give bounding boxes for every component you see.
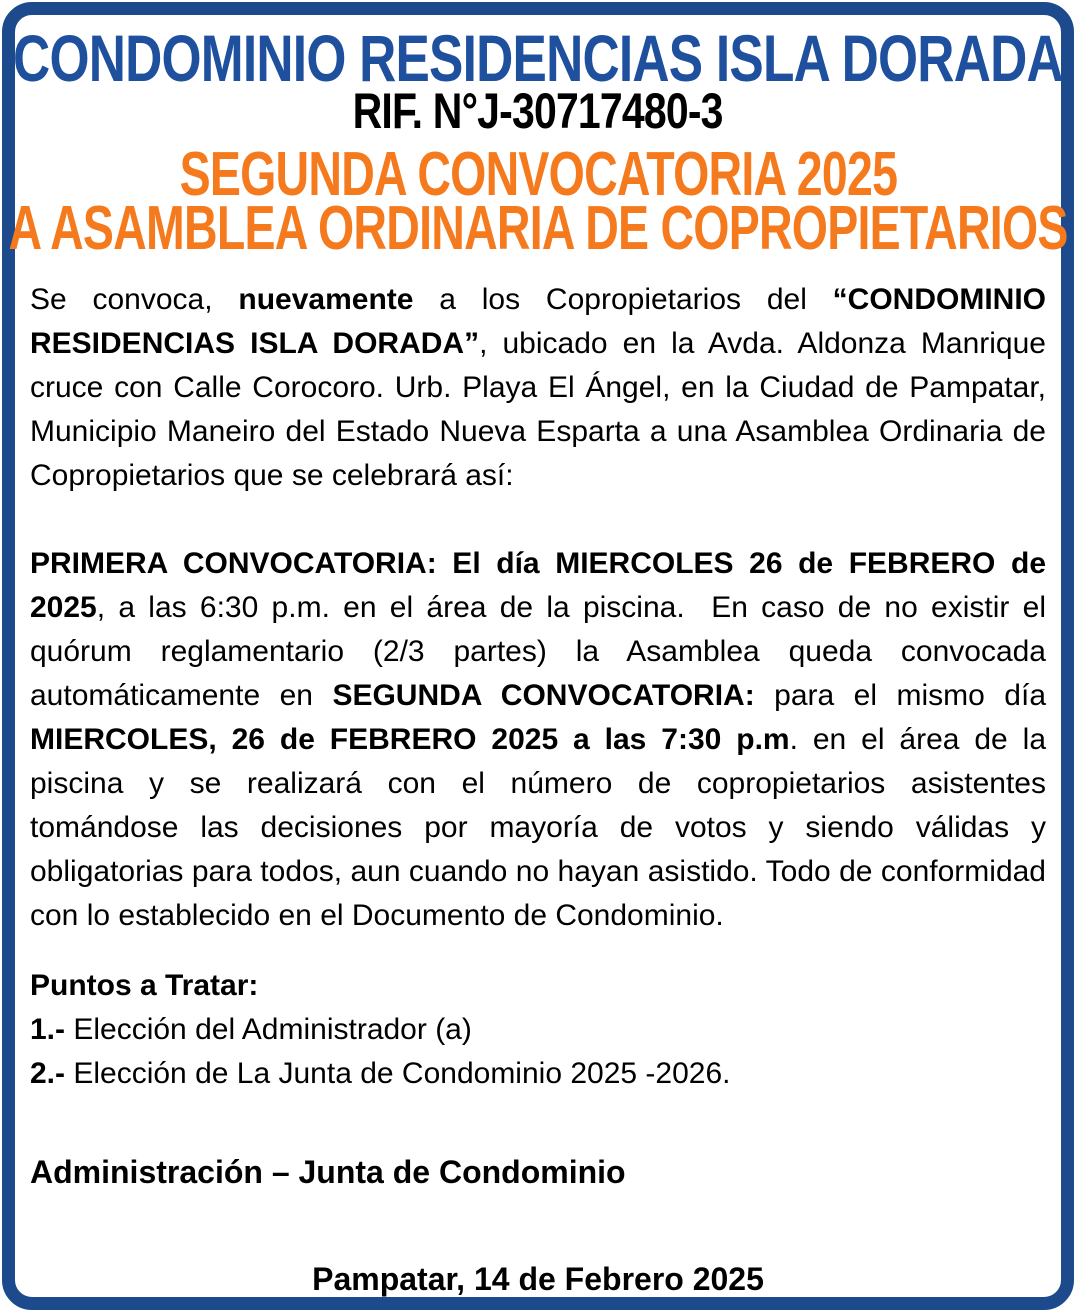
text-run: . en el área de la piscina y se realizará con el número de copropietarios asistentes tomándose las decisiones por mayoría de votos y siendo válidas y obligatorias para todos, aun cuando no hayan asistido. Todo de conformidad con lo establecido en el Documento de Condominio.: [30, 723, 1046, 933]
convocatoria-paragraph: [30, 542, 1046, 938]
agenda-item-number: 2.-: [30, 1057, 66, 1091]
text-run: a los Copropietarios del: [413, 283, 833, 317]
bold-run: PRIMERA CONVOCATORIA: El día MIERCOLES 26 de FEBRERO de 2025: [30, 547, 1046, 625]
notice-header: [8, 21, 1068, 264]
bold-run: nuevamente: [238, 283, 414, 317]
agenda-item-1: [30, 1008, 1046, 1052]
text-run: Se convoca,: [30, 283, 239, 317]
agenda-item-text: Elección de La Junta de Condominio 2025 -2026.: [65, 1057, 731, 1091]
page-border-frame: [2, 2, 1074, 1310]
text-run: , ubicado en la Avda. Aldonza Manrique cruce con Calle Corocoro. Urb. Playa El Ángel, en la Ciudad de Pampatar, Municipio Maneiro del Estado Nueva Esparta a una Asamblea Ordinaria de Copropietarios que se celebrará así:: [30, 327, 1046, 493]
notice-subtitle: [8, 140, 1068, 264]
text-run: para el mismo día: [754, 679, 1046, 713]
agenda-item-number: 1.-: [30, 1013, 66, 1047]
condo-title-text: CONDOMINIO RESIDENCIAS ISLA DORADA: [13, 21, 1063, 95]
dateline: Pampatar, 14 de Febrero 2025: [312, 1261, 764, 1298]
subtitle-line-1: SEGUNDA CONVOCATORIA 2025: [179, 140, 897, 210]
agenda-section: [30, 964, 1046, 1096]
rif-text: RIF. N°J-30717480-3: [352, 83, 724, 140]
agenda-item-text: Elección del Administrador (a): [65, 1013, 472, 1047]
agenda-item-2: [30, 1052, 1046, 1096]
bold-run: SEGUNDA CONVOCATORIA:: [332, 679, 755, 713]
bold-run: “CONDOMINIO RESIDENCIAS ISLA DORADA”: [30, 283, 1046, 361]
signature-line: Administración – Junta de Condominio: [30, 1154, 626, 1191]
subtitle-row-2: [8, 194, 1068, 264]
text-run: , a las 6:30 p.m. en el área de la piscina. En caso de no existir el quórum reglamentario (2/3 partes) la Asamblea queda convocada automáticamente en: [30, 591, 1046, 713]
bold-run: MIERCOLES, 26 de FEBRERO 2025 a las 7:30 p.m: [30, 723, 790, 757]
intro-paragraph: [30, 278, 1046, 498]
agenda-heading: Puntos a Tratar:: [30, 969, 259, 1003]
subtitle-line-2: A ASAMBLEA ORDINARIA DE COPROPIETARIOS: [8, 194, 1068, 264]
